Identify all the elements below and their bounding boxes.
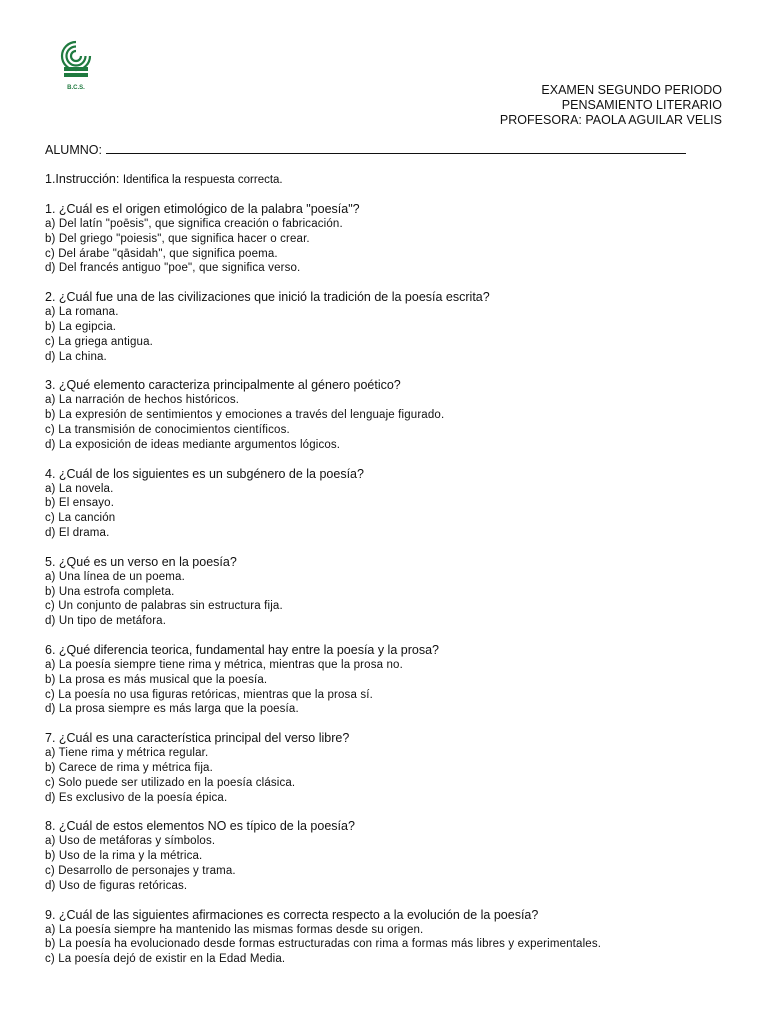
answer-option: c) Desarrollo de personajes y trama. <box>45 864 236 877</box>
answer-option: c) Un conjunto de palabras sin estructura fija. <box>45 600 283 613</box>
answer-option: b) Carece de rima y métrica fija. <box>45 761 213 774</box>
answer-option: c) La poesía dejó de existir en la Edad Media. <box>45 953 286 966</box>
question-title: 5. ¿Qué es un verso en la poesía? <box>45 554 237 569</box>
question-block <box>45 908 735 967</box>
answer-option: a) Uso de metáforas y símbolos. <box>45 835 216 848</box>
answer-option: c) La poesía no usa figuras retóricas, mientras que la prosa sí. <box>45 688 373 701</box>
answer-option: a) La poesía siempre ha mantenido las mismas formas desde su origen. <box>45 923 424 936</box>
question-block <box>45 378 735 452</box>
answer-option: a) Del latín "poēsis", que significa creación o fabricación. <box>45 218 343 230</box>
question-block <box>45 290 735 364</box>
logo-caption: B.C.S. <box>67 85 85 91</box>
answer-option: c) La transmisión de conocimientos científicos. <box>45 423 290 436</box>
header-line-exam: EXAMEN SEGUNDO PERIODO <box>541 83 722 97</box>
answer-option: a) Una línea de un poema. <box>45 570 185 583</box>
answer-option: d) Del francés antiguo "poe", que significa verso. <box>45 262 301 275</box>
answer-option: b) Del griego "poiesis", que significa hacer o crear. <box>45 232 310 245</box>
question-block <box>45 555 735 629</box>
question-title: 2. ¿Cuál fue una de las civilizaciones que inició la tradición de la poesía escrita? <box>45 290 490 305</box>
question-title: 1. ¿Cuál es el origen etimológico de la palabra "poesía"? <box>45 202 360 216</box>
answer-option: a) La poesía siempre tiene rima y métrica, mientras que la prosa no. <box>45 658 403 671</box>
answer-option: b) Uso de la rima y la métrica. <box>45 850 203 863</box>
answer-option: b) Una estrofa completa. <box>45 585 175 598</box>
exam-header <box>500 83 722 128</box>
question-title: 9. ¿Cuál de las siguientes afirmaciones es correcta respecto a la evolución de la poesía? <box>45 907 539 922</box>
instruction-row <box>45 172 283 188</box>
answer-option: b) La egipcia. <box>45 320 117 333</box>
answer-option: d) Es exclusivo de la poesía épica. <box>45 791 228 804</box>
answer-option: d) Un tipo de metáfora. <box>45 615 167 628</box>
answer-option: b) La prosa es más musical que la poesía. <box>45 673 268 686</box>
instruction-label: 1.Instrucción: <box>45 172 120 186</box>
question-block <box>45 643 735 717</box>
answer-option: d) La exposición de ideas mediante argumentos lógicos. <box>45 438 341 451</box>
answer-option: c) Del árabe "qāsidah", que significa poema. <box>45 247 278 260</box>
question-title: 6. ¿Qué diferencia teorica, fundamental hay entre la poesía y la prosa? <box>45 642 439 657</box>
answer-option: b) La poesía ha evolucionado desde formas estructuradas con rima a formas más libres y experimentales. <box>45 938 602 951</box>
question-block <box>45 731 735 805</box>
answer-option: c) La griega antigua. <box>45 335 153 348</box>
question-block <box>45 467 735 541</box>
answer-option: d) La china. <box>45 350 107 363</box>
answer-option: b) El ensayo. <box>45 497 115 510</box>
student-name-blank[interactable] <box>106 142 686 154</box>
question-list <box>45 202 735 981</box>
answer-option: d) La prosa siempre es más larga que la poesía. <box>45 703 299 716</box>
answer-option: c) Solo puede ser utilizado en la poesía clásica. <box>45 776 296 789</box>
question-title: 4. ¿Cuál de los siguientes es un subgénero de la poesía? <box>45 466 364 481</box>
question-block <box>45 819 735 893</box>
question-title: 7. ¿Cuál es una característica principal del verso libre? <box>45 731 350 746</box>
school-logo <box>58 38 94 91</box>
header-line-subject: PENSAMIENTO LITERARIO <box>561 98 722 112</box>
question-block <box>45 202 735 276</box>
answer-option: a) La narración de hechos históricos. <box>45 394 240 407</box>
answer-option: d) Uso de figuras retóricas. <box>45 879 188 892</box>
question-title: 3. ¿Qué elemento caracteriza principalmente al género poético? <box>45 378 401 393</box>
answer-option: b) La expresión de sentimientos y emociones a través del lenguaje figurado. <box>45 409 445 422</box>
header-line-teacher: PROFESORA: PAOLA AGUILAR VELIS <box>499 113 722 127</box>
question-title: 8. ¿Cuál de estos elementos NO es típico de la poesía? <box>45 819 355 834</box>
answer-option: c) La canción <box>45 512 116 525</box>
student-name-row <box>45 142 686 158</box>
student-label: ALUMNO: <box>45 143 102 157</box>
answer-option: d) El drama. <box>45 526 110 539</box>
answer-option: a) Tiene rima y métrica regular. <box>45 747 209 760</box>
answer-option: a) La novela. <box>45 482 114 495</box>
answer-option: a) La romana. <box>45 306 119 319</box>
instruction-text: Identifica la respuesta correcta. <box>122 174 283 186</box>
